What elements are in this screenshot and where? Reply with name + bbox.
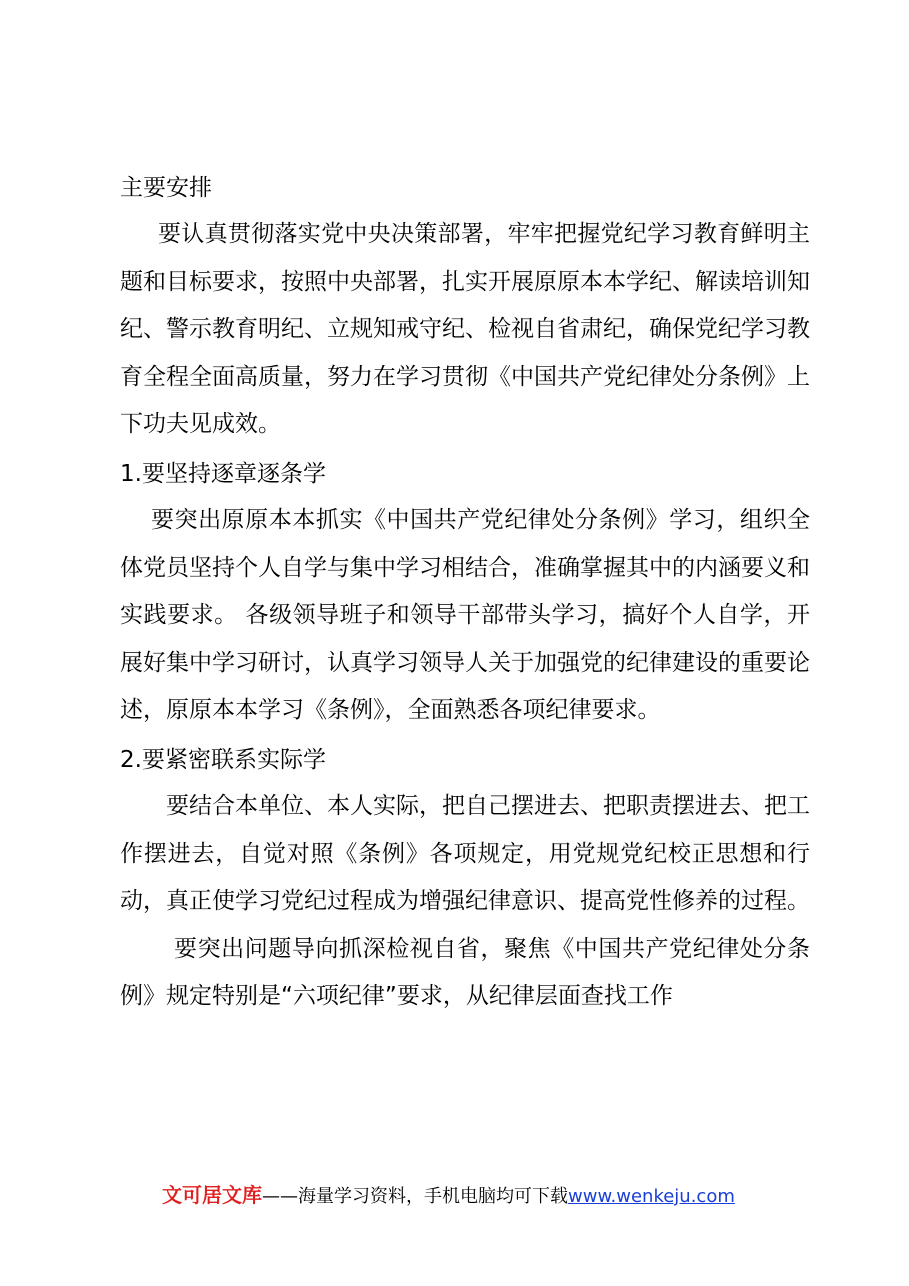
footer-banner (162, 1181, 735, 1211)
item1-paragraph: 要突出原原本本抓实《中国共产党纪律处分条例》学习，组织全体党员坚持个人自学与集中学习相结合，准确掌握其中的内涵要义和实践要求。 各级领导班子和领导干部带头学习，搞好个人自学，开展好集中学习研讨，认真学习领导人关于加强党的纪律建设的重要论述，原原本本学习《条例》，全面熟悉各项纪律要求。 (120, 506, 810, 724)
document-body (120, 165, 810, 1021)
footer-tagline: ——海量学习资料，手机电脑均可下载 (262, 1186, 568, 1207)
item2-paragraph-1: 要结合本单位、本人实际，把自己摆进去、把职责摆进去、把工作摆进去，自觉对照《条例》各项规定，用党规党纪校正思想和行动，真正使学习党纪过程成为增强纪律意识、提高党性修养的过程。 (120, 792, 810, 915)
footer-brand: 文可居文库 (162, 1183, 262, 1207)
section-title: 主要安排 (120, 175, 212, 201)
footer-link[interactable]: www.wenkeju.com (568, 1186, 735, 1207)
intro-paragraph: 要认真贯彻落实党中央决策部署，牢牢把握党纪学习教育鲜明主题和目标要求，按照中央部署，扎实开展原原本本学纪、解读培训知纪、警示教育明纪、立规知戒守纪、检视自省肃纪，确保党纪学习教育全程全面高质量，努力在学习贯彻《中国共产党纪律处分条例》上下功夫见成效。 (120, 221, 810, 438)
item2-heading: 2.要紧密联系实际学 (120, 746, 326, 773)
item1-heading: 1.要坚持逐章逐条学 (120, 460, 326, 487)
item2-paragraph-2: 要突出问题导向抓深检视自省，聚焦《中国共产党纪律处分条例》规定特别是“六项纪律”要求，从纪律层面查找工作 (120, 935, 810, 1010)
